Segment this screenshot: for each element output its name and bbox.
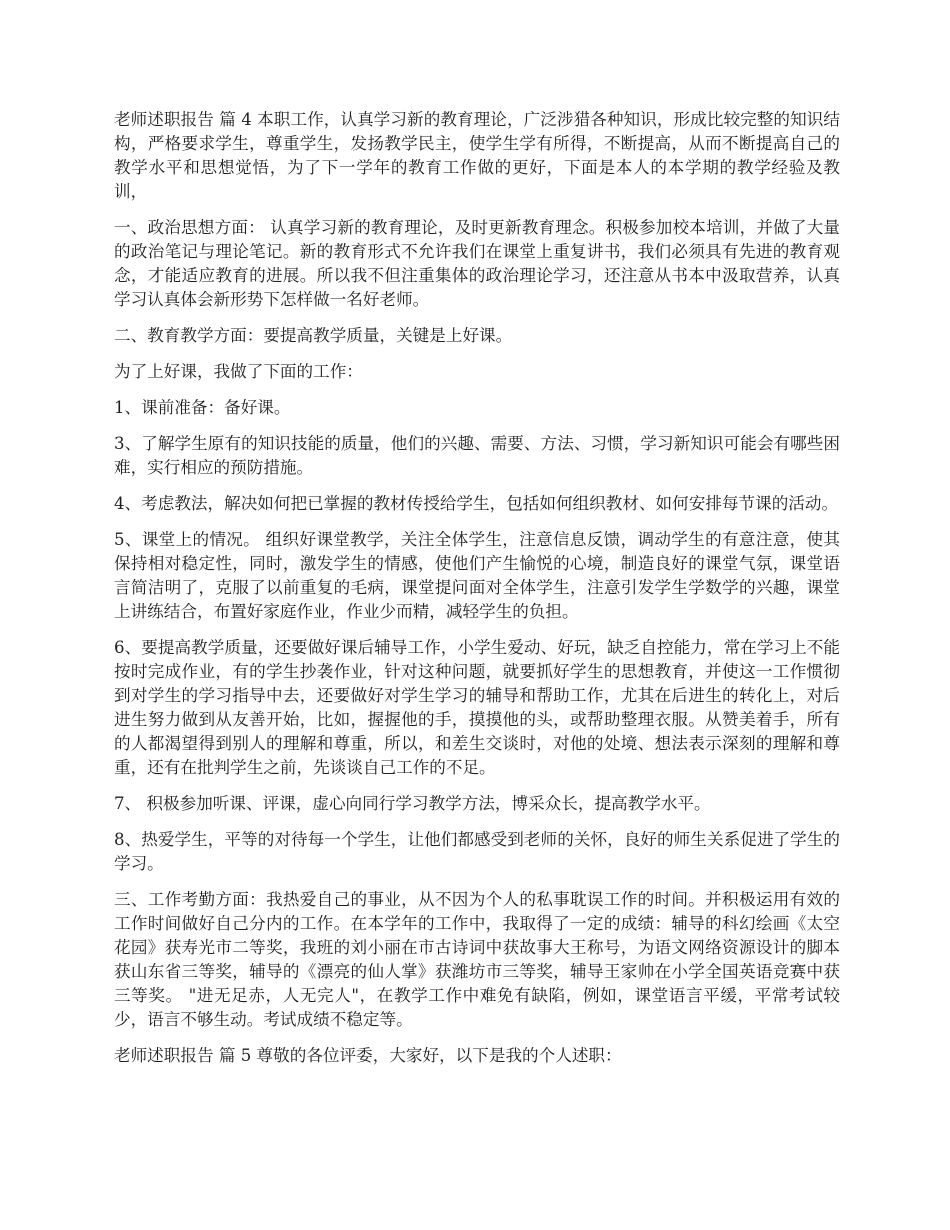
paragraph-item-6: 6、要提高教学质量，还要做好课后辅导工作，小学生爱动、好玩，缺乏自控能力，常在学习上不能按时完成作业，有的学生抄袭作业，针对这种问题，就要抓好学生的思想教育，并使这一工作惯彻到对学生的学习指导中去，还要做好对学生学习的辅导和帮助工作，尤其在后进生的转化上，对后进生努力做到从友善开始，比如，握握他的手，摸摸他的头，或帮助整理衣服。从赞美着手，所有的人都渴望得到别人的理解和尊重，所以，和差生交谈时，对他的处境、想法表示深刻的理解和尊重，还有在批判学生之前，先谈谈自己工作的不足。 [114,638,840,777]
paragraph-item-8: 8、热爱学生，平等的对待每一个学生，让他们都感受到老师的关怀，良好的师生关系促进了学生的学习。 [114,830,840,873]
paragraph-item-3: 3、了解学生原有的知识技能的质量，他们的兴趣、需要、方法、习惯，学习新知识可能会有哪些困难，实行相应的预防措施。 [114,434,840,477]
paragraph-item-7: 7、 积极参加听课、评课，虚心向同行学习教学方法，博采众长，提高教学水平。 [114,794,711,813]
paragraph-political-thought: 一、政治思想方面： 认真学习新的教育理论，及时更新教育理念。积极参加校本培训，并做了大量的政治笔记与理论笔记。新的教育形式不允许我们在课堂上重复讲书，我们必须具有先进的教育观念，才能适应教育的进展。所以我不但注重集体的政治理论学习，还注意从书本中汲取营养，认真学习认真体会新形势下怎样做一名好老师。 [114,218,840,309]
paragraph-item-5: 5、课堂上的情况。 组织好课堂教学，关注全体学生，注意信息反馈，调动学生的有意注意，使其保持相对稳定性，同时，激发学生的情感，使他们产生愉悦的心境，制造良好的课堂气氛，课堂语言简洁明了，克服了以前重复的毛病，课堂提问面对全体学生，注意引发学生学数学的兴趣，课堂上讲练结合，布置好家庭作业，作业少而精，减轻学生的负担。 [114,530,840,621]
document-body [114,108,840,1080]
paragraph-attendance: 三、工作考勤方面：我热爱自己的事业，从不因为个人的私事耽误工作的时间。并积极运用有效的工作时间做好自己分内的工作。在本学年的工作中，我取得了一定的成绩：辅导的科幻绘画《太空花园》获寿光市二等奖，我班的刘小丽在市古诗词中获故事大王称号，为语文网络资源设计的脚本获山东省三等奖，辅导的《漂亮的仙人掌》获潍坊市三等奖，辅导王家帅在小学全国英语竞赛中获三等奖。 "进无足赤，人无完人"，在教学工作中难免有缺陷，例如，课堂语言平缓，平常考试较少，语言不够生动。考试成绩不稳定等。 [114,890,840,1029]
paragraph-item-4: 4、考虑教法，解决如何把已掌握的教材传授给学生，包括如何组织教材、如何安排每节课的活动。 [114,494,839,513]
paragraph-teaching-section: 二、教育教学方面：要提高教学质量，关键是上好课。 [114,326,513,345]
paragraph-intro-report-4: 老师述职报告 篇 4 本职工作，认真学习新的教育理论，广泛涉猎各种知识，形成比较完整的知识结构，严格要求学生，尊重学生，发扬教学民主，使学生学有所得，不断提高，从而不断提高自己的教学水平和思想觉悟，为了下一学年的教育工作做的更好，下面是本人的本学期的教学经验及教训， [114,110,840,201]
paragraph-report-5-intro: 老师述职报告 篇 5 尊敬的各位评委，大家好，以下是我的个人述职： [114,1046,622,1065]
paragraph-item-1: 1、课前准备：备好课。 [114,398,291,417]
paragraph-work-intro: 为了上好课，我做了下面的工作： [114,362,363,381]
